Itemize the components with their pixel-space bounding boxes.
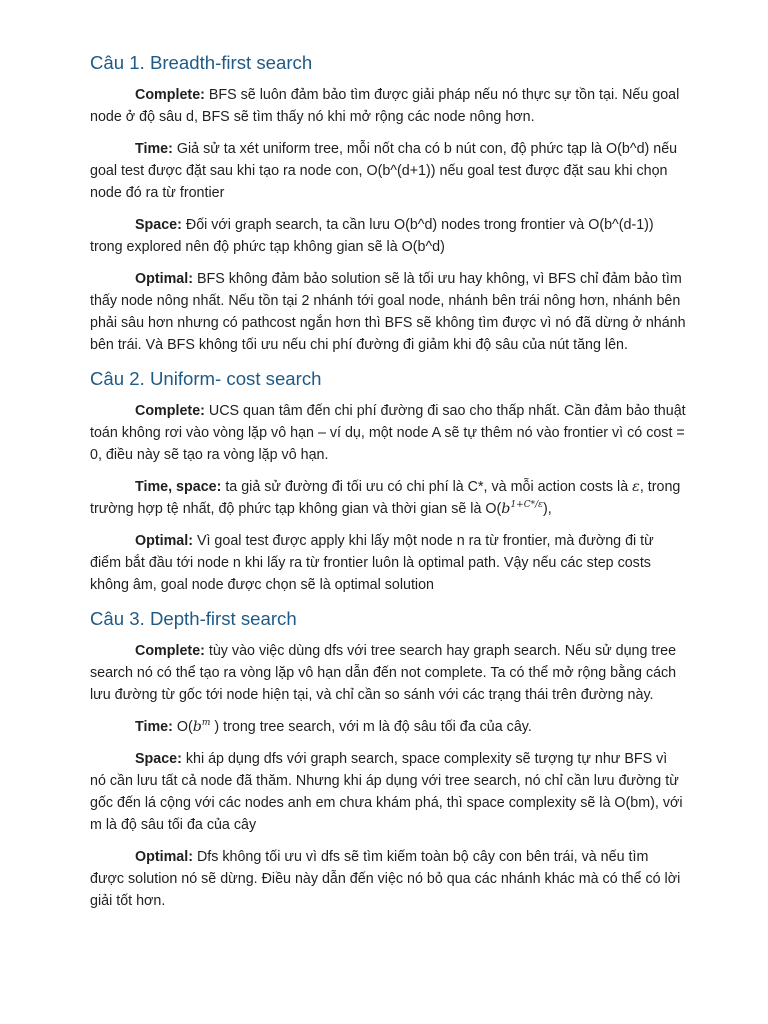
paragraph-dfs-complete	[90, 640, 686, 706]
heading-dfs: Câu 3. Depth-first search	[90, 608, 297, 629]
paragraph-bfs-complete	[90, 84, 686, 128]
math-exponent: 1+C*/ε	[510, 500, 543, 510]
label: Optimal:	[135, 849, 193, 865]
paragraph-dfs-time	[90, 716, 686, 738]
label: Complete:	[135, 643, 205, 659]
paragraph-text: Dfs không tối ưu vì dfs sẽ tìm kiếm toàn bộ cây con bên trái, và nếu tìm được solution nó sẽ dừng. Điều này dẫn đến việc nó bỏ qua các nhánh khác mà có thể có lời giải tốt hơn.	[90, 849, 681, 909]
paragraph-text: ) trong tree search, với m là độ sâu tối đa của cây.	[210, 719, 532, 735]
label: Optimal:	[135, 271, 193, 287]
label: Space:	[135, 751, 182, 767]
label: Time:	[135, 719, 173, 735]
math-epsilon: ε	[632, 479, 640, 495]
label: Complete:	[135, 87, 205, 103]
document-page	[90, 50, 686, 922]
paragraph-text: tùy vào việc dùng dfs với tree search hay graph search. Nếu sử dụng tree search nó có thể tạo ra vòng lặp vô hạn dẫn đến not complete. Ta có thể mở rộng bằng cách lưu đường từ gốc tới node hiện tại, và chỉ cần so sánh với các trạng thái trên đường này.	[90, 643, 677, 703]
math-base: b	[192, 719, 202, 735]
label: Time:	[135, 141, 173, 157]
paragraph-bfs-space	[90, 214, 686, 258]
paragraph-text: UCS quan tâm đến chi phí đường đi sao cho thấp nhất. Cần đảm bảo thuật toán không rơi vào vòng lặp vô hạn – ví dụ, một node A sẽ tự thêm nó vào frontier vì có cost = 0, điều này sẽ tạo ra vòng lặp vô hạn.	[90, 403, 686, 463]
paragraph-text: O(	[172, 719, 193, 735]
paragraph-text: , trong trường hợp tệ nhất, độ phức tạp không gian và thời gian sẽ là O(	[90, 479, 681, 517]
math-base: b	[501, 501, 511, 517]
paragraph-bfs-optimal	[90, 268, 686, 356]
paragraph-dfs-optimal	[90, 846, 686, 912]
paragraph-text: Đối với graph search, ta cần lưu O(b^d) nodes trong frontier và O(b^(d-1)) trong explored nên độ phức tạp không gian sẽ là O(b^d)	[90, 217, 654, 255]
paragraph-text: ),	[542, 501, 552, 517]
label: Optimal:	[135, 533, 193, 549]
paragraph-text: Vì goal test được apply khi lấy một node n ra từ frontier, mà đường đi từ điểm bắt đầu tới node n khi lấy ra từ frontier luôn là optimal path. Vậy nếu các step costs không âm, goal node được chọn sẽ là optimal solution	[90, 533, 654, 593]
paragraph-text: BFS không đảm bảo solution sẽ là tối ưu hay không, vì BFS chỉ đảm bảo tìm thấy node nông nhất. Nếu tồn tại 2 nhánh tới goal node, nhánh bên trái nông hơn, nhánh bên phải sâu hơn nhưng có pathcost ngắn hơn thì BFS sẽ không tìm được vì nó đã dừng ở nhánh bên trái. Và BFS không tối ưu nếu chi phí đường đi giảm khi độ sâu của nút tăng lên.	[90, 271, 686, 353]
math-exponent: m	[201, 718, 211, 728]
paragraph-dfs-space	[90, 748, 686, 836]
heading-ucs: Câu 2. Uniform- cost search	[90, 368, 322, 389]
paragraph-ucs-optimal	[90, 530, 686, 596]
heading-bfs: Câu 1. Breadth-first search	[90, 52, 313, 73]
label: Complete:	[135, 403, 205, 419]
paragraph-ucs-time-space	[90, 476, 686, 520]
label: Time, space:	[135, 479, 222, 495]
paragraph-text: BFS sẽ luôn đảm bảo tìm được giải pháp nếu nó thực sự tồn tại. Nếu goal node ở độ sâu d, BFS sẽ tìm thấy nó khi mở rộng các node nông hơn.	[90, 87, 680, 125]
label: Space:	[135, 217, 182, 233]
paragraph-ucs-complete	[90, 400, 686, 466]
paragraph-text: Giả sử ta xét uniform tree, mỗi nốt cha có b nút con, độ phức tạp là O(b^d) nếu goal test được đặt sau khi tạo ra node con, O(b^(d+1)) nếu goal test được đặt sau khi chọn node đó ra từ frontier	[90, 141, 678, 201]
paragraph-bfs-time	[90, 138, 686, 204]
paragraph-text: khi áp dụng dfs với graph search, space complexity sẽ tượng tự như BFS vì nó cần lưu tất cả node đã thăm. Nhưng khi áp dụng với tree search, nó chỉ cần lưu đường từ gốc đến lá cộng với các nodes anh em chưa khám phá, thì space complexity sẽ là O(bm), với m là độ sâu tối đa của cây	[90, 751, 683, 833]
paragraph-text: ta giả sử đường đi tối ưu có chi phí là C*, và mỗi action costs là	[221, 479, 633, 495]
